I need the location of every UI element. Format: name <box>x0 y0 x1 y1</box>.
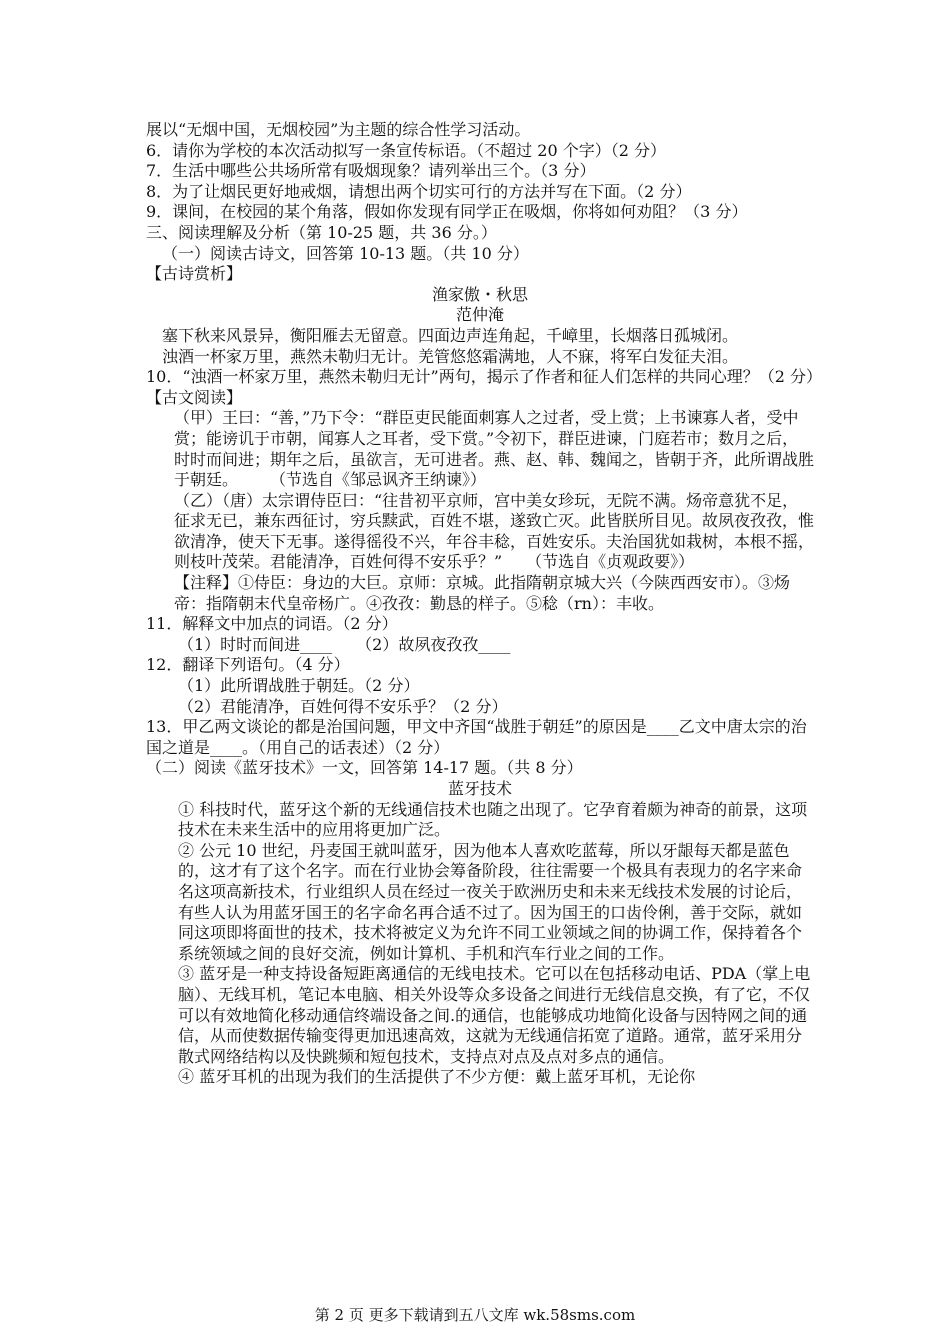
poem-section-label: 【古诗赏析】 <box>146 264 243 284</box>
question-10: 10．“浊酒一杯家万里，燕然未勒归无计”两句，揭示了作者和征人们怎样的共同心理？（2 分） <box>146 367 822 387</box>
question-12: 12．翻译下列语句。（4 分） <box>146 655 350 675</box>
article-paragraph-3: ③ 蓝牙是一种支持设备短距离通信的无线电技术。它可以在包括移动电话、PDA（掌上电脑）、无线耳机，笔记本电脑、相关外设等众多设备之间进行无线信息交换，有了它，不仅可以有效地简化移动通信终端设备之间.的通信，也能够成功地简化设备与因特网之间的通信，从而使数据传输变得更加迅速高效，这就为无线通信拓宽了道路。通常，蓝牙采用分散式网络结构以及快跳频和短包技术，支持点对点及点对多点的通信。 <box>178 964 811 1066</box>
section-heading: 三、阅读理解及分析（第 10-25 题，共 36 分。） <box>146 222 497 242</box>
poem-author: 范仲淹 <box>455 305 504 325</box>
poem-stanza-1: 塞下秋来风景异，衡阳雁去无留意。四面边声连角起，千嶂里，长烟落日孤城闭。 <box>162 325 739 345</box>
article-paragraph-1: ① 科技时代，蓝牙这个新的无线通信技术也随之出现了。它孕育着颇为神奇的前景，这项技术在未来生活中的应用将更加广泛。 <box>178 799 808 840</box>
page-footer: 第 2 页 更多下载请到五八文库 wk.58sms.com <box>314 1306 636 1324</box>
article-paragraph-4: ④ 蓝牙耳机的出现为我们的生活提供了不少方便：戴上蓝牙耳机，无论你 <box>178 1067 696 1087</box>
subsection-heading: （一）阅读古诗文，回答第 10-13 题。（共 10 分） <box>162 243 529 263</box>
question-12-item-1: （1）此所谓战胜于朝廷。（2 分） <box>178 676 420 696</box>
classical-text-b: （乙）（唐）太宗谓侍臣曰：“往昔初平京师，宫中美女珍玩，无院不满。炀帝意犹不足，征求无已，兼东西征讨，穷兵黩武，百姓不堪，遂致亡灭。此皆朕所目见。故夙夜孜孜，惟欲清净，使天下无事。遂得徭役不兴，年谷丰稔，百姓安乐。夫治国犹如栽树，本根不摇，则枝叶茂荣。君能清净，百姓何得不安乐乎？” （节选自《贞观政要》） <box>174 490 815 572</box>
question-12-item-2: （2）君能清净，百姓何得不安乐乎？（2 分） <box>178 696 508 716</box>
question-7: 7．生活中哪些公共场所常有吸烟现象？请列举出三个。（3 分） <box>146 161 596 181</box>
article-title: 蓝牙技术 <box>447 779 512 798</box>
classical-text-a: （甲）王曰：“善，”乃下令：“群臣吏民能面刺寡人之过者，受上赏；上书谏寡人者，受中赏；能谤讥于市朝，闻寡人之耳者，受下赏。”令初下，群臣进谏，门庭若市；数月之后，时时而间进；期年之后，虽欲言，无可进者。燕、赵、韩、魏闻之，皆朝于齐，此所谓战胜于朝廷。 （节选自《邹忌讽齐王纳谏》） <box>174 408 815 490</box>
question-9: 9．课间，在校园的某个角落，假如你发现有同学正在吸烟，你将如何劝阻？（3 分） <box>146 202 748 222</box>
article-paragraph-2: ② 公元 10 世纪，丹麦国王就叫蓝牙，因为他本人喜欢吃蓝莓，所以牙龈每天都是蓝色的，这才有了这个名字。而在行业协会筹备阶段，往往需要一个极具有表现力的名字来命名这项高新技术，行业组织人员在经过一夜关于欧洲历史和未来无线技术发展的讨论后，有些人认为用蓝牙国王的名字命名再合适不过了。因为国王的口齿伶俐，善于交际，就如同这项即将面世的技术，技术将被定义为允许不同工业领域之间的协调工作，保持着各个系统领域之间的良好交流，例如计算机、手机和汽车行业之间的工作。 <box>178 840 803 963</box>
question-8: 8．为了让烟民更好地戒烟，请想出两个切实可行的方法并写在下面。（2 分） <box>146 181 692 201</box>
document-body <box>146 120 822 1088</box>
classical-section-label: 【古文阅读】 <box>146 387 243 407</box>
text-line: 展以“无烟中国，无烟校园”为主题的综合性学习活动。 <box>146 120 531 139</box>
poem-stanza-2: 浊酒一杯家万里，燕然未勒归无计。羌管悠悠霜满地，人不寐，将军白发征夫泪。 <box>162 346 739 366</box>
subsection-heading-2: （二）阅读《蓝牙技术》一文，回答第 14-17 题。（共 8 分） <box>146 758 583 778</box>
question-6: 6．请你为学校的本次活动拟写一条宣传标语。（不超过 20 个字）（2 分） <box>146 140 666 160</box>
question-13: 13．甲乙两文谈论的都是治国问题，甲文中齐国“战胜于朝廷”的原因是____乙文中唐太宗的治国之道是____。（用自己的话表述）（2 分） <box>146 717 807 757</box>
annotation: 【注释】①侍臣：身边的大巨。京师：京城。此指隋朝京城大兴（今陕西西安市）。③炀帝：指隋朝末代皇帝杨广。④孜孜：勤恳的样子。⑤稔（rn）：丰收。 <box>174 573 791 613</box>
poem-title: 渔家傲・秋思 <box>431 284 528 304</box>
question-11-items: （1）时时而间进____ （2）故夙夜孜孜____ <box>178 634 511 654</box>
question-11: 11．解释文中加点的词语。（2 分） <box>146 614 398 634</box>
